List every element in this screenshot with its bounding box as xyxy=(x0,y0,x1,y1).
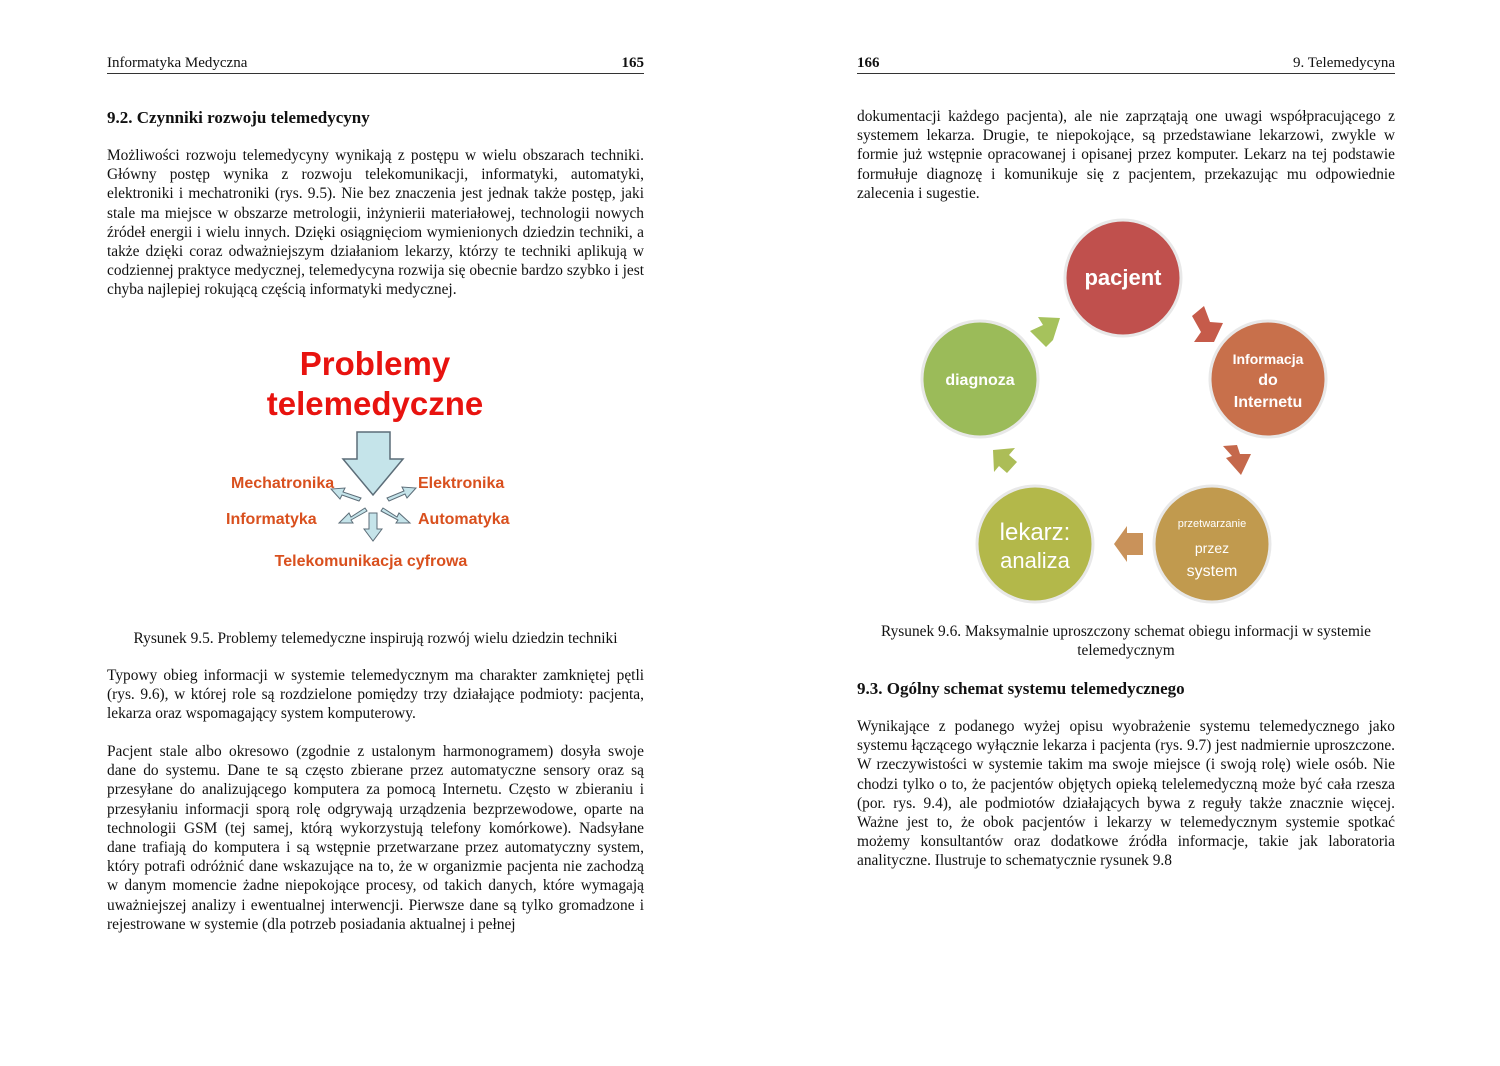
caption-9-6-line-1: Rysunek 9.6. Maksymalnie uproszczony schemat obiegu informacji w systemie xyxy=(880,623,1372,640)
arrow-informacja-to-przetwarzanie-icon xyxy=(1223,445,1251,475)
caption-9-6-line-2: telemedycznym xyxy=(1077,642,1175,659)
arrow-diagnoza-to-pacjent-icon xyxy=(1030,317,1060,347)
figure-9-5 xyxy=(107,335,644,585)
arrow-pacjent-to-informacja-icon xyxy=(1192,306,1223,342)
caption-9-5: Rysunek 9.5. Problemy telemedyczne inspirują rozwój wielu dziedzin techniki xyxy=(133,630,618,647)
left-page-number: 165 xyxy=(621,55,644,71)
right-paragraph-1: dokumentacji każdego pacjenta), ale nie zaprzątają one uwagi współpracującego z systemem lekarza. Drugie, te niepokojące, są przedstawiane lekarzowi, zwykle w formie już wstępnie opracowanej i opisanej przez komputer. Lekarz na tej podstawie formułuje diagnozę i komunikuje się z pacjentem, przekazując mu odpowiednie zalecenia i sugestie. xyxy=(857,108,1395,202)
left-paragraph-1: Możliwości rozwoju telemedycyny wynikają z postępu w wielu obszarach techniki. Główny postęp wynika z rozwoju telekomunikacji, informatyki, automatyki, elektroniki i mechatroniki (rys. 9.5). Nie bez znaczenia jest jednak także postęp, jaki stale ma miejsce w obszarze metrologii, inżynierii materiałowej, technologii nowych źródeł energii i wielu innych. Dzięki osiągnięciom wymienionych dziedzin techniki, a także dzięki coraz odważniejszym działaniom lekarzy, którzy te techniki aplikują w codziennej praktyce medycznej, telemedycyna rozwija się obecnie bardzo szybko i jest chyba najlepiej rokującą częścią informatyki medycznej. xyxy=(107,147,644,299)
label-elektronika: Elektronika xyxy=(418,475,505,492)
left-page xyxy=(107,0,644,1066)
arrow-przetwarzanie-to-lekarz-icon xyxy=(1114,526,1143,562)
node-lekarz-line-2: analiza xyxy=(1000,548,1070,573)
right-header-title: 9. Telemedycyna xyxy=(1293,55,1395,71)
node-diagnoza-label: diagnoza xyxy=(945,372,1015,389)
left-paragraph-3: Pacjent stale albo okresowo (zgodnie z ustalonym harmonogramem) dosyła swoje dane do systemu. Dane te są często zbierane przez automatyczne sensory oraz są przesyłane do analizującego komputera za pomocą Internetu. Często w zbieraniu i przesyłaniu informacji sporą rolę odgrywają urządzenia bezprzewodowe, oparte na technologii GSM (tej samej, którą wykorzystują telefony komórkowe). Nadsyłane dane trafiają do komputera i są wstępnie przetwarzane przez automatyczny system, który potrafi odróżnić dane wskazujące na to, że w organizmie pacjenta nie zachodzą w danym momencie żadne niepokojące procesy, od takich danych, które wymagają uważniejszej analizy i ewentualnej interwencji. Pierwsze dane są tylko gromadzone i rejestrowane w systemie (dla potrzeb posiadania aktualnej i pełnej xyxy=(107,743,644,933)
node-przetwarzanie-line-3: system xyxy=(1186,563,1238,580)
node-przetwarzanie-line-1: przetwarzanie xyxy=(1177,518,1247,530)
arrow-to-telekomunikacja-icon xyxy=(364,513,382,541)
figure-title-line-2: telemedyczne xyxy=(266,385,484,422)
section-heading-9-3: 9.3. Ogólny schemat systemu telemedycznego xyxy=(857,679,1185,698)
node-informacja-line-1: Informacja xyxy=(1232,351,1304,367)
arrow-lekarz-to-diagnoza-icon xyxy=(993,448,1017,473)
label-telekomunikacja: Telekomunikacja cyfrowa xyxy=(274,553,468,570)
arrow-to-mechatronika-icon xyxy=(331,488,361,501)
label-informatyka: Informatyka xyxy=(226,511,317,528)
right-paragraph-2: Wynikające z podanego wyżej opisu wyobrażenie systemu telemedycznego jako systemu łączącego wyłącznie lekarza i pacjenta (rys. 9.7) jest nadmiernie uproszczone. W rzeczywistości w systemie takim ma swoje miejsce (i swoją rolę) wiele osób. Nie chodzi tylko o to, że pacjentów objętych opieką telelemedyczną może być cała rzesza (por. rys. 9.4), ale podmiotów działających bywa z reguły także znacznie więcej. Ważne jest to, że obok pacjentów i lekarzy w telemedycznym systemie spotkać możemy konsultantów oraz dodatkowe źródła informacje, takie jak laboratoria analityczne. Ilustruje to schematycznie rysunek 9.8 xyxy=(857,718,1395,870)
node-informacja-line-2: do xyxy=(1258,372,1278,389)
label-automatyka: Automatyka xyxy=(418,511,510,528)
figure-title-line-1: Problemy xyxy=(299,345,451,382)
arrow-to-informatyka-icon xyxy=(339,508,367,523)
left-header-title: Informatyka Medyczna xyxy=(107,55,248,71)
node-pacjent-label: pacjent xyxy=(1084,265,1162,290)
node-przetwarzanie-line-2: przez xyxy=(1194,540,1230,556)
label-mechatronika: Mechatronika xyxy=(231,475,335,492)
right-running-header xyxy=(857,53,1395,74)
arrow-to-automatyka-icon xyxy=(381,508,410,523)
left-running-header xyxy=(107,53,644,74)
arrow-to-elektronika-icon xyxy=(387,487,416,501)
down-arrow-icon xyxy=(343,432,403,495)
figure-9-6 xyxy=(857,210,1395,610)
node-lekarz-line-1: lekarz: xyxy=(999,519,1071,546)
node-informacja-line-3: Internetu xyxy=(1233,394,1303,411)
left-paragraph-2: Typowy obieg informacji w systemie telemedycznym ma charakter zamkniętej pętli (rys. 9.6), w której role są rozdzielone pomiędzy trzy działające podmioty: pacjenta, lekarza oraz wspomagający system komputerowy. xyxy=(107,667,644,723)
right-page xyxy=(857,0,1395,1066)
right-page-number: 166 xyxy=(857,55,880,71)
section-heading-9-2: 9.2. Czynniki rozwoju telemedycyny xyxy=(107,108,370,127)
